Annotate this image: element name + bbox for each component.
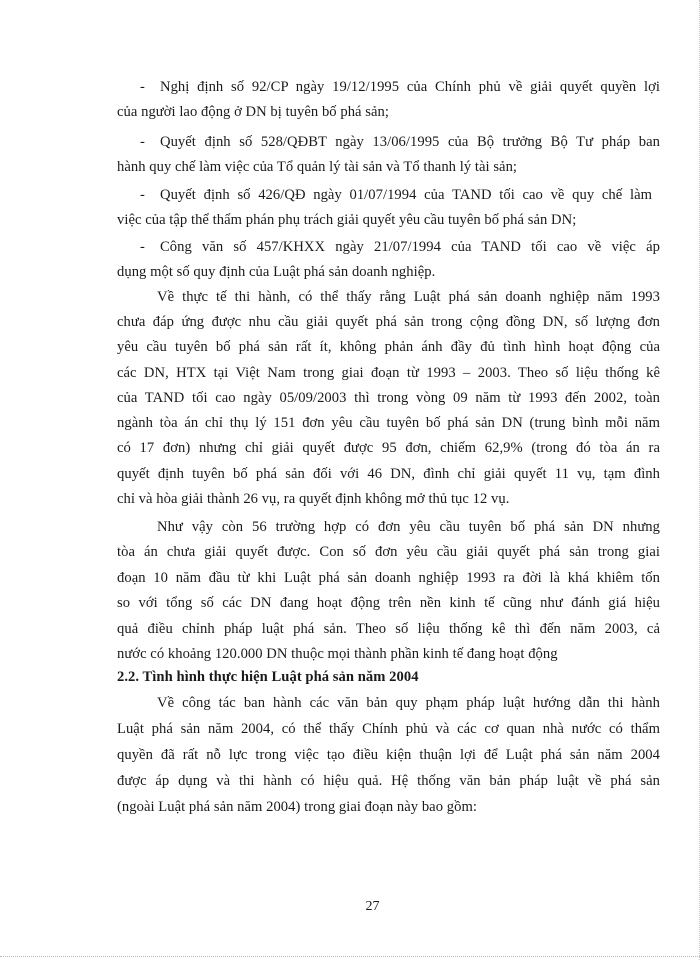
- para2-line: so với tổng số các DN đang hoạt động trên nền kinh tế cũng như đánh giá hiệu: [117, 595, 660, 611]
- para1-line: yêu cầu tuyên bố phá sản rất ít, không phản ánh đầy đủ tình hình hoạt động của: [117, 339, 660, 355]
- para1-line: chưa đáp ứng được nhu cầu giải quyết phá sản trong cộng đồng DN, số lượng đơn: [117, 314, 660, 330]
- para2-line: nước có khoảng 120.000 DN thuộc mọi thành phần kinh tế đang hoạt động: [117, 646, 558, 662]
- para2-line: tòa án chưa giải quyết được. Con số đơn yêu cầu giải quyết phá sản trong giai: [117, 544, 660, 560]
- bullet-dash: -: [140, 79, 145, 95]
- bullet-4-line-2: dụng một số quy định của Luật phá sản doanh nghiệp.: [117, 264, 436, 280]
- para1-line: quyết định tuyên bố phá sản đối với 46 DN, đình chỉ giải quyết 11 vụ, tạm đình: [117, 466, 660, 482]
- para1-line: các DN, HTX tại Việt Nam trong giai đoạn từ 1993 – 2003. Theo số liệu thống kê: [117, 365, 660, 381]
- bullet-1-line-2: của người lao động ở DN bị tuyên bố phá sản;: [117, 104, 389, 120]
- para1-line: chỉ và hòa giải thành 26 vụ, ra quyết định không mở thủ tục 12 vụ.: [117, 491, 510, 507]
- para3-line: Về công tác ban hành các văn bản quy phạm pháp luật hướng dẫn thi hành: [157, 695, 660, 711]
- bullet-3-line-1: Quyết định số 426/QĐ ngày 01/07/1994 của TAND tối cao về quy chế làm: [160, 187, 653, 203]
- para2-line: Như vậy còn 56 trường hợp có đơn yêu cầu tuyên bố phá sản DN nhưng: [157, 519, 660, 535]
- para1-line: có 17 đơn) nhưng chỉ giải quyết được 95 đơn, chiếm 62,9% (trong đó tòa án ra: [117, 440, 660, 456]
- bullet-3-line-2: việc của tập thể thẩm phán phụ trách giải quyết yêu cầu tuyên bố phá sản DN;: [117, 212, 577, 228]
- bullet-4-line-1: Công văn số 457/KHXX ngày 21/07/1994 của TAND tối cao về việc áp: [160, 239, 660, 255]
- para3-line: Luật phá sản năm 2004, có thể thấy Chính phủ và các cơ quan nhà nước có thẩm: [117, 721, 660, 737]
- bullet-2-line-1: Quyết định số 528/QĐBT ngày 13/06/1995 của Bộ trưởng Bộ Tư pháp ban: [160, 134, 660, 150]
- bullet-dash: -: [140, 239, 145, 255]
- bullet-dash: -: [140, 187, 145, 203]
- para2-line: quả điều chỉnh pháp luật phá sản. Theo số liệu thống kê thì đến năm 2003, cả: [117, 621, 660, 637]
- para3-line: quyền đã rất nỗ lực trong việc tạo điều kiện thuận lợi để Luật phá sản năm 2004: [117, 747, 660, 763]
- para1-line: ngành tòa án chỉ thụ lý 151 đơn yêu cầu tuyên bố phá sản DN (trung bình mỗi năm: [117, 415, 660, 431]
- para2-line: đoạn 10 năm đầu từ khi Luật phá sản doanh nghiệp 1993 ra đời là khá khiêm tốn: [117, 570, 660, 586]
- bullet-dash: -: [140, 134, 145, 150]
- para1-line: Về thực tế thi hành, có thể thấy rằng Luật phá sản doanh nghiệp năm 1993: [157, 289, 660, 305]
- para1-line: của TAND tối cao ngày 05/09/2003 thì trong vòng 09 năm từ 1993 đến 2002, toàn: [117, 390, 660, 406]
- para3-line: (ngoài Luật phá sản năm 2004) trong giai đoạn này bao gồm:: [117, 799, 477, 815]
- page-number: 27: [365, 899, 380, 914]
- para3-line: được áp dụng và thi hành có hiệu quả. Hệ thống văn bản pháp luật về phá sản: [117, 773, 660, 789]
- page-bottom-border: [0, 956, 700, 957]
- bullet-1-line-1: Nghị định số 92/CP ngày 19/12/1995 của Chính phủ về giải quyết quyền lợi: [160, 79, 660, 95]
- bullet-2-line-2: hành quy chế làm việc của Tổ quản lý tài sản và Tổ thanh lý tài sản;: [117, 159, 518, 175]
- section-heading: 2.2. Tình hình thực hiện Luật phá sản năm 2004: [117, 669, 419, 685]
